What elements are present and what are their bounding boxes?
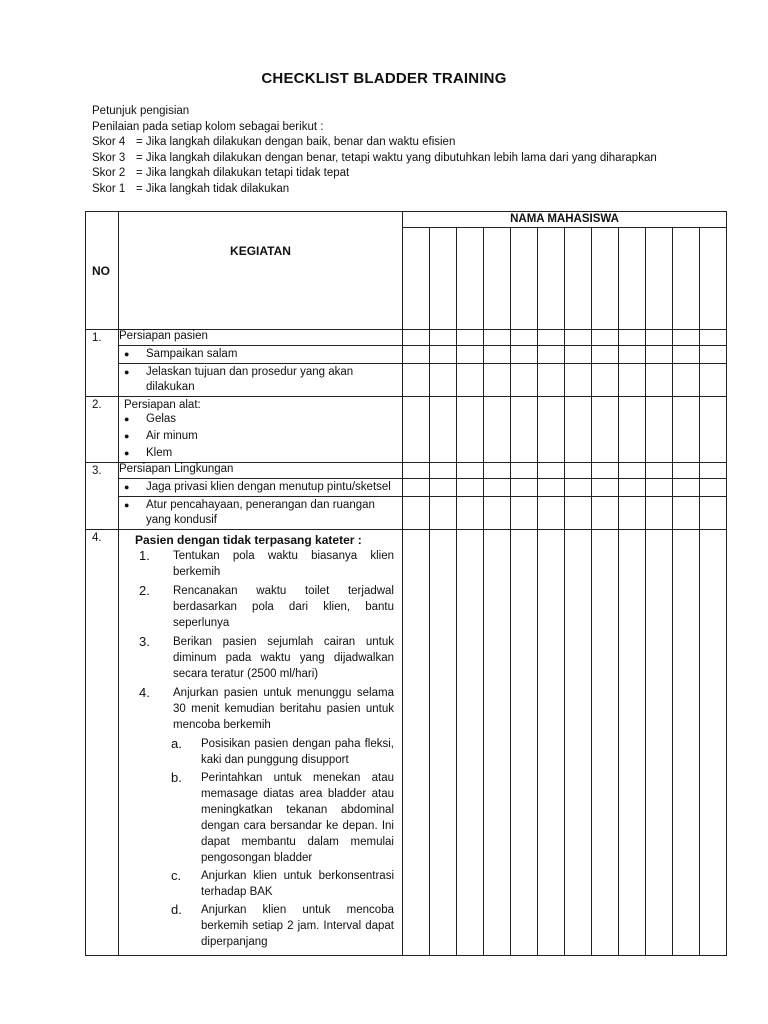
score-label: Skor 2 [92,167,126,179]
score-label: Skor 1 [92,182,126,195]
score-cell[interactable] [430,346,457,364]
score-2-line [92,166,657,182]
score-cell[interactable] [430,530,457,956]
step-text: Rencanakan waktu toilet terjadwal berdasarkan pola dari klien, bantu seperlunya [173,585,394,629]
header-nama-mahasiswa: NAMA MAHASISWA [403,212,727,228]
score-cell[interactable] [565,397,592,463]
score-cell[interactable] [700,497,727,530]
score-cell[interactable] [565,463,592,479]
score-cell[interactable] [673,497,700,530]
score-cell[interactable] [619,346,646,364]
score-cell[interactable] [403,346,430,364]
step-text: Tentukan pola waktu biasanya klien berkemih [173,550,394,578]
section-cell [119,530,403,956]
score-cell[interactable] [673,530,700,956]
score-cell[interactable] [538,330,565,346]
list-item [167,736,394,768]
score-cell[interactable] [646,346,673,364]
score-cell[interactable] [403,397,430,463]
score-cell[interactable] [619,463,646,479]
item-text: Sampaikan salam [146,348,238,360]
section-title: Persiapan Lingkungan [119,463,403,479]
score-cell[interactable] [538,463,565,479]
step-text: Anjurkan pasien untuk menunggu selama 30 menit kemudian beritahu pasien untuk mencoba berkemih [173,687,394,731]
list-item [135,634,394,682]
score-cell[interactable] [484,463,511,479]
score-cell[interactable] [457,530,484,956]
score-cell[interactable] [538,497,565,530]
list-item [167,902,394,950]
score-cell[interactable] [430,364,457,397]
score-cell[interactable] [538,346,565,364]
item-text: Gelas [146,413,177,425]
score-cell[interactable] [700,346,727,364]
score-cell[interactable] [619,479,646,497]
score-cell[interactable] [484,364,511,397]
item-text: Jelaskan tujuan dan prosedur yang akan dilakukan [146,366,354,393]
substep-letter: b. [171,770,182,785]
score-cell[interactable] [430,228,457,330]
score-cell[interactable] [565,346,592,364]
score-desc: = Jika langkah dilakukan dengan baik, benar dan waktu efisien [136,136,456,148]
score-cell[interactable] [565,228,592,330]
checklist-table [85,211,727,956]
score-cell[interactable] [619,364,646,397]
item-text: Klem [146,447,173,459]
substep-text: Anjurkan klien untuk mencoba berkemih setiap 2 jam. Interval dapat diperpanjang [201,904,394,948]
section-heading: Pasien dengan tidak terpasang kateter : [135,533,362,547]
bullet-icon: ● [124,482,130,492]
score-label: Skor 4 [92,136,126,148]
section-cell [119,397,403,463]
instructions-subheading: Penilaian pada setiap kolom sebagai berikut : [92,120,324,133]
item-text: Air minum [146,430,198,442]
score-cell[interactable] [646,330,673,346]
score-cell[interactable] [511,479,538,497]
score-cell[interactable] [511,497,538,530]
score-cell[interactable] [592,397,619,463]
score-cell[interactable] [538,364,565,397]
score-cell[interactable] [511,346,538,364]
score-cell[interactable] [646,530,673,956]
score-cell[interactable] [511,364,538,397]
score-cell[interactable] [619,397,646,463]
score-cell[interactable] [592,364,619,397]
substep-letter: d. [171,902,182,917]
score-cell[interactable] [430,479,457,497]
bullet-icon: ● [124,448,130,458]
bullet-icon: ● [124,349,130,359]
score-cell[interactable] [511,530,538,956]
score-cell[interactable] [484,397,511,463]
substep-text: Perintahkan untuk menekan atau memasage diatas area bladder atau meningkatkan tekanan abdominal dengan cara bersandar ke depan. Ini dapat membantu dalam memulai pengosongan bladder [201,772,394,864]
score-cell[interactable] [592,479,619,497]
score-cell[interactable] [646,479,673,497]
list-item [119,497,403,530]
score-cell[interactable] [565,364,592,397]
row-number: 3. [86,463,119,530]
score-cell[interactable] [430,463,457,479]
substep-letter: c. [171,868,182,883]
score-desc: = Jika langkah dilakukan tetapi tidak tepat [136,167,350,179]
score-cell[interactable] [619,228,646,330]
score-cell[interactable] [700,228,727,330]
score-cell[interactable] [646,228,673,330]
bullet-icon: ● [124,431,130,441]
score-cell[interactable] [592,497,619,530]
substep-text: Posisikan pasien dengan paha fleksi, kaki dan punggung disupport [201,738,394,766]
list-item [167,770,394,866]
section-title: Persiapan pasien [119,330,403,346]
score-cell[interactable] [592,463,619,479]
step-number: 3. [139,634,150,649]
list-item [135,583,394,631]
score-cell[interactable] [700,364,727,397]
score-cell[interactable] [565,530,592,956]
score-cell[interactable] [673,463,700,479]
score-cell[interactable] [619,530,646,956]
step-number: 2. [139,583,150,598]
score-cell[interactable] [646,364,673,397]
score-cell[interactable] [592,228,619,330]
instructions-heading: Petunjuk pengisian [92,105,190,117]
header-kegiatan: KEGIATAN [119,212,403,330]
header-no: NO [86,212,119,330]
score-cell[interactable] [403,228,430,330]
score-cell[interactable] [592,330,619,346]
score-cell[interactable] [430,397,457,463]
score-cell[interactable] [538,397,565,463]
score-cell[interactable] [484,346,511,364]
score-cell[interactable] [646,463,673,479]
score-cell[interactable] [673,479,700,497]
score-cell[interactable] [511,330,538,346]
substep-text: Anjurkan klien untuk berkonsentrasi terhadap BAK [201,870,394,898]
section-title: Persiapan alat: [124,399,201,411]
score-4-line [92,135,657,151]
bullet-icon: ● [124,500,130,510]
bullet-icon: ● [124,367,130,377]
step-text: Berikan pasien sejumlah cairan untuk diminum pada waktu yang dijadwalkan secara teratur (2500 ml/hari) [173,636,394,680]
score-cell[interactable] [457,497,484,530]
score-cell[interactable] [673,330,700,346]
table-row [86,330,727,346]
list-item [119,364,403,397]
step-number: 4. [139,685,150,700]
score-cell[interactable] [538,530,565,956]
score-cell[interactable] [673,228,700,330]
score-cell[interactable] [430,497,457,530]
row-number: 4. [86,530,119,956]
score-cell[interactable] [457,228,484,330]
score-cell[interactable] [538,479,565,497]
item-text: Jaga privasi klien dengan menutup pintu/sketsel [146,481,391,493]
header-row [86,212,727,228]
score-cell[interactable] [700,330,727,346]
step-number: 1. [139,548,150,563]
score-cell[interactable] [484,530,511,956]
score-cell[interactable] [565,479,592,497]
item-text: Atur pencahayaan, penerangan dan ruangan yang kondusif [146,499,375,526]
score-cell[interactable] [457,397,484,463]
score-cell[interactable] [403,497,430,530]
score-cell[interactable] [646,497,673,530]
score-cell[interactable] [403,364,430,397]
table-row [86,497,727,530]
list-item [135,548,394,580]
score-cell[interactable] [511,397,538,463]
score-cell[interactable] [511,463,538,479]
score-cell[interactable] [592,346,619,364]
score-cell[interactable] [511,228,538,330]
score-cell[interactable] [430,330,457,346]
row-number: 1. [86,330,119,397]
score-cell[interactable] [673,346,700,364]
score-cell[interactable] [700,397,727,463]
score-cell[interactable] [457,346,484,364]
list-item [167,868,394,900]
score-cell[interactable] [700,463,727,479]
table-row [86,397,727,463]
score-cell[interactable] [673,364,700,397]
table-row [86,346,727,364]
score-3-line [92,151,657,167]
list-item [119,346,403,364]
table-row [86,530,727,956]
score-cell[interactable] [538,228,565,330]
instructions [92,104,657,197]
score-1-line [92,182,657,198]
table-row [86,479,727,497]
score-cell[interactable] [403,330,430,346]
score-cell[interactable] [457,463,484,479]
row-number: 2. [86,397,119,463]
bullet-icon: ● [124,414,130,424]
score-cell[interactable] [619,330,646,346]
score-cell[interactable] [592,530,619,956]
document-title: CHECKLIST BLADDER TRAINING [261,70,507,87]
score-cell[interactable] [457,479,484,497]
score-desc: = Jika langkah dilakukan dengan benar, tetapi waktu yang dibutuhkan lebih lama dari yang diharapkan [136,151,657,164]
score-desc: = Jika langkah tidak dilakukan [136,182,290,195]
score-cell[interactable] [484,330,511,346]
score-cell[interactable] [673,397,700,463]
score-cell[interactable] [565,330,592,346]
score-cell[interactable] [457,330,484,346]
score-cell[interactable] [403,479,430,497]
score-cell[interactable] [565,497,592,530]
score-cell[interactable] [484,479,511,497]
score-cell[interactable] [646,397,673,463]
score-label: Skor 3 [92,151,126,164]
score-cell[interactable] [457,364,484,397]
score-cell[interactable] [700,530,727,956]
list-item [135,685,394,733]
score-cell[interactable] [619,497,646,530]
list-item [119,479,403,497]
score-cell[interactable] [700,479,727,497]
score-cell[interactable] [403,530,430,956]
score-cell[interactable] [484,497,511,530]
table-row [86,364,727,397]
score-cell[interactable] [484,228,511,330]
substep-letter: a. [171,736,182,751]
score-cell[interactable] [403,463,430,479]
table-row [86,463,727,479]
